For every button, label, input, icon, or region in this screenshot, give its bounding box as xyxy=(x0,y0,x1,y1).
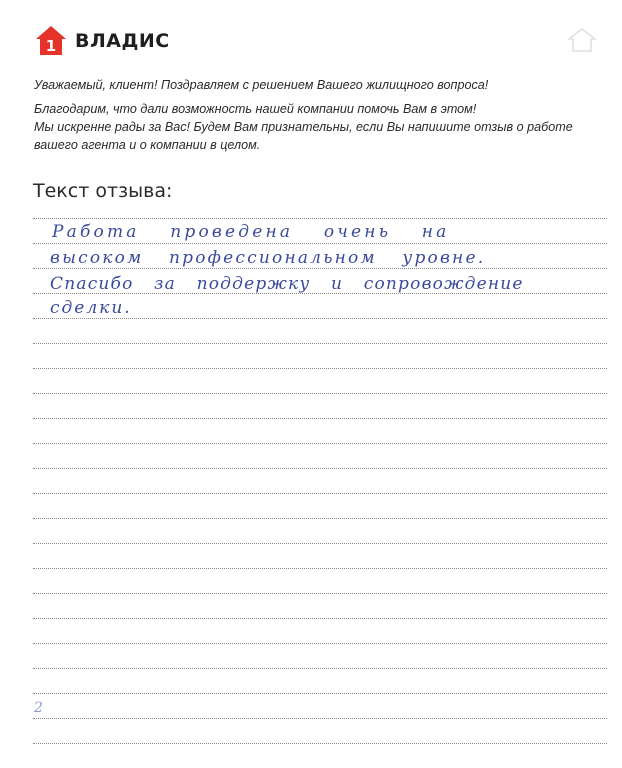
review-title: Текст отзыва: xyxy=(33,180,173,202)
ruled-line xyxy=(33,518,607,519)
ruled-line xyxy=(33,418,607,419)
intro-line-2: Мы искренне рады за Вас! Будем Вам признательны, если Вы напишите отзыв о работе xyxy=(34,120,573,134)
ruled-line xyxy=(33,643,607,644)
handwritten-line-2: высоком профессиональном уровне. xyxy=(50,248,486,268)
ruled-line xyxy=(33,693,607,694)
ruled-line xyxy=(33,468,607,469)
ruled-line xyxy=(33,543,607,544)
ruled-lines xyxy=(33,0,607,768)
ruled-line xyxy=(33,218,607,219)
ruled-line xyxy=(33,593,607,594)
handwritten-line-3: Спасибо за поддержку и сопровождение xyxy=(50,274,524,294)
handwritten-line-1: Работа проведена очень на xyxy=(52,222,450,242)
ruled-line xyxy=(33,718,607,719)
ruled-line xyxy=(33,743,607,744)
intro-line-3: вашего агента и о компании в целом. xyxy=(34,138,261,152)
ruled-line xyxy=(33,618,607,619)
ruled-line xyxy=(33,318,607,319)
intro-line-1: Благодарим, что дали возможность нашей компании помочь Вам в этом! xyxy=(34,102,477,116)
logo-digit: 1 xyxy=(45,37,57,55)
ruled-line xyxy=(33,293,607,294)
ruled-line xyxy=(33,368,607,369)
brand-name: ВЛАДИС xyxy=(75,30,170,52)
greeting: Уважаемый, клиент! Поздравляем с решением Вашего жилищного вопроса! xyxy=(34,78,489,92)
ruled-line xyxy=(33,443,607,444)
ruled-line xyxy=(33,268,607,269)
ruled-line xyxy=(33,343,607,344)
corner-mark: 2 xyxy=(34,700,43,716)
handwritten-line-4: сделки. xyxy=(50,298,132,318)
ruled-line xyxy=(33,243,607,244)
ruled-line xyxy=(33,493,607,494)
ruled-line xyxy=(33,393,607,394)
ruled-line xyxy=(33,568,607,569)
ruled-line xyxy=(33,668,607,669)
